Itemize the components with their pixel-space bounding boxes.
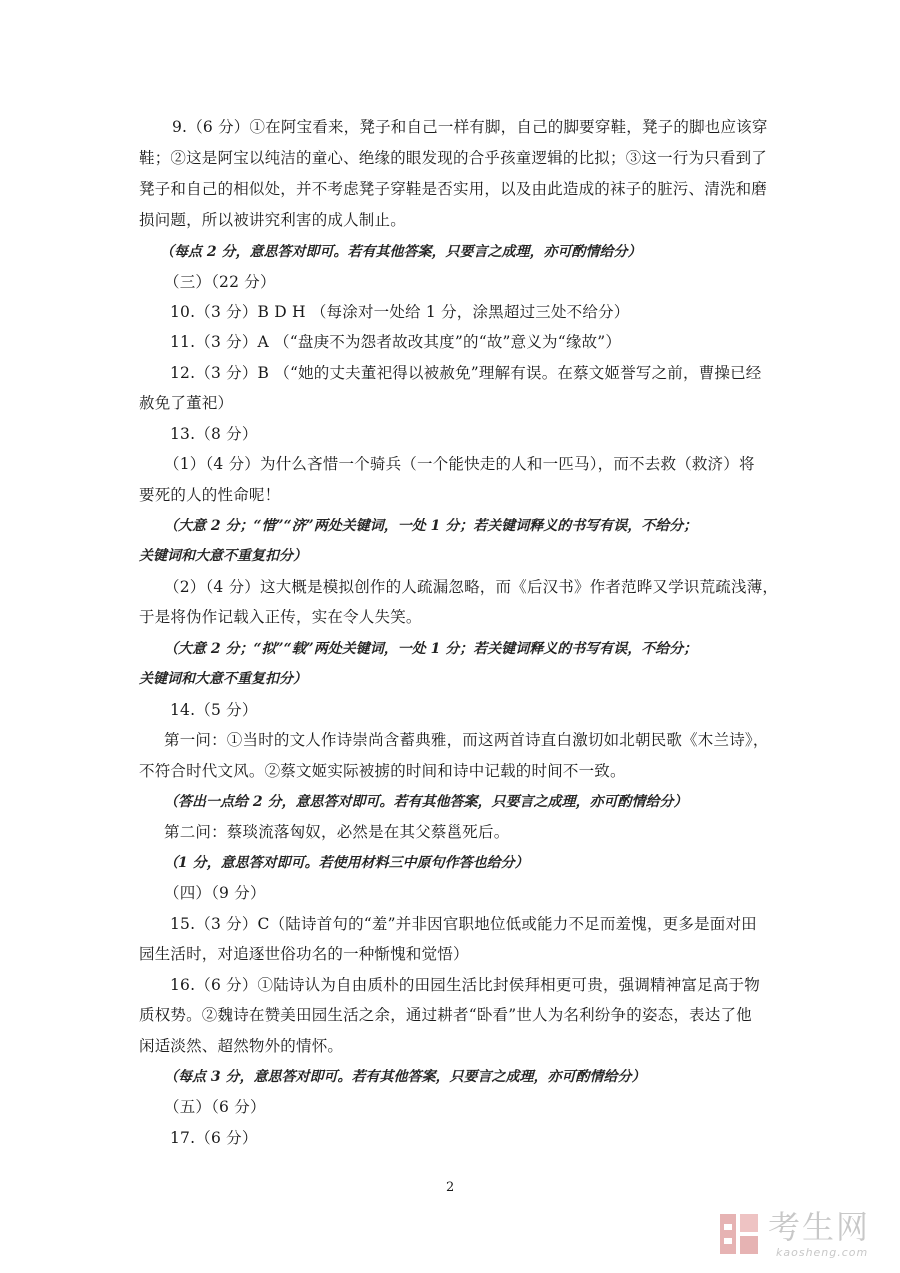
answer-9-line-1: 9.（6 分）①在阿宝看来，凳子和自己一样有脚，自己的脚要穿鞋，凳子的脚也应该穿 — [172, 118, 768, 136]
answer-13-2-line-2: 于是将伪作记载入正传，实在令人失笑。 — [139, 608, 422, 626]
scoring-note-14-q1: （答出一点给 2 分，意思答对即可。若有其他答案，只要言之成理，亦可酌情给分） — [164, 794, 688, 810]
answer-15-line-2: 园生活时，对追逐世俗功名的一种惭愧和觉悟） — [139, 945, 469, 963]
scoring-note-14-q2: （1 分，意思答对即可。若使用材料三中原句作答也给分） — [164, 855, 529, 871]
answer-12-line-2: 赦免了董祀） — [139, 394, 234, 412]
scoring-note-9: （每点 2 分，意思答对即可。若有其他答案，只要言之成理，亦可酌情给分） — [160, 244, 642, 260]
scoring-note-16: （每点 3 分，意思答对即可。若有其他答案，只要言之成理，亦可酌情给分） — [164, 1069, 646, 1085]
section-3-heading: （三）（22 分） — [164, 273, 276, 291]
watermark-url: kaosheng.com — [776, 1246, 869, 1259]
kaosheng-logo-icon — [718, 1210, 762, 1258]
page-number: 2 — [446, 1180, 455, 1195]
watermark-brand-text: 考生网 — [768, 1208, 871, 1246]
answer-16-line-2: 质权势。②魏诗在赞美田园生活之余，通过耕者“卧看”世人为名利纷争的姿态，表达了他 — [139, 1006, 752, 1024]
answer-13-heading: 13.（8 分） — [170, 425, 258, 443]
answer-12-line-1: 12.（3 分）B （“她的丈夫董祀得以被赦免”理解有误。在蔡文姬誉写之前，曹操已经 — [170, 364, 762, 382]
answer-13-1-line-2: 要死的人的性命呢！ — [139, 486, 281, 504]
answer-16-line-1: 16.（6 分）①陆诗认为自由质朴的田园生活比封侯拜相更可贵，强调精神富足高于物 — [170, 976, 760, 994]
scoring-note-13-2-line-1: （大意 2 分；“拟”“载”两处关键词，一处 1 分；若关键词释义的书写有误，不给分； — [164, 641, 698, 657]
answer-9-line-4: 损问题，所以被讲究利害的成人制止。 — [139, 211, 406, 229]
answer-17-heading: 17.（6 分） — [170, 1129, 258, 1147]
answer-13-2-line-1: （2）（4 分）这大概是模拟创作的人疏漏忽略，而《后汉书》作者范晔又学识荒疏浅薄， — [164, 578, 779, 596]
answer-9-line-2: 鞋；②这是阿宝以纯洁的童心、绝缘的眼发现的合乎孩童逻辑的比拟；③这一行为只看到了 — [139, 149, 768, 167]
answer-14-heading: 14.（5 分） — [170, 701, 258, 719]
answer-14-q1-line-1: 第一问：①当时的文人作诗崇尚含蓄典雅，而这两首诗直白激切如北朝民歌《木兰诗》， — [164, 731, 769, 749]
scoring-note-13-2-line-2: 关键词和大意不重复扣分） — [139, 671, 307, 687]
section-4-heading: （四）（9 分） — [164, 884, 266, 902]
answer-16-line-3: 闲适淡然、超然物外的情怀。 — [139, 1037, 344, 1055]
answer-15-line-1: 15.（3 分）C（陆诗首句的“羞”并非因官职地位低或能力不足而羞愧，更多是面对田 — [170, 915, 757, 933]
scoring-note-13-1-line-1: （大意 2 分；“惜”“济”两处关键词，一处 1 分；若关键词释义的书写有误，不给分； — [164, 518, 698, 534]
answer-9-line-3: 凳子和自己的相似处，并不考虑凳子穿鞋是否实用，以及由此造成的袜子的脏污、清洗和磨 — [139, 180, 768, 198]
section-5-heading: （五）（6 分） — [164, 1098, 266, 1116]
watermark — [718, 1208, 888, 1264]
answer-10: 10.（3 分）B D H （每涂对一处给 1 分，涂黑超过三处不给分） — [170, 303, 630, 321]
answer-14-q1-line-2: 不符合时代文风。②蔡文姬实际被掳的时间和诗中记载的时间不一致。 — [139, 762, 626, 780]
answer-13-1-line-1: （1）（4 分）为什么吝惜一个骑兵（一个能快走的人和一匹马），而不去救（救济）将 — [164, 455, 755, 473]
answer-11: 11.（3 分）A （“盘庚不为怨者故改其度”的“故”意义为“缘故”） — [170, 333, 622, 351]
answer-14-q2: 第二问：蔡琰流落匈奴，必然是在其父蔡邕死后。 — [164, 823, 510, 841]
scoring-note-13-1-line-2: 关键词和大意不重复扣分） — [139, 548, 307, 564]
